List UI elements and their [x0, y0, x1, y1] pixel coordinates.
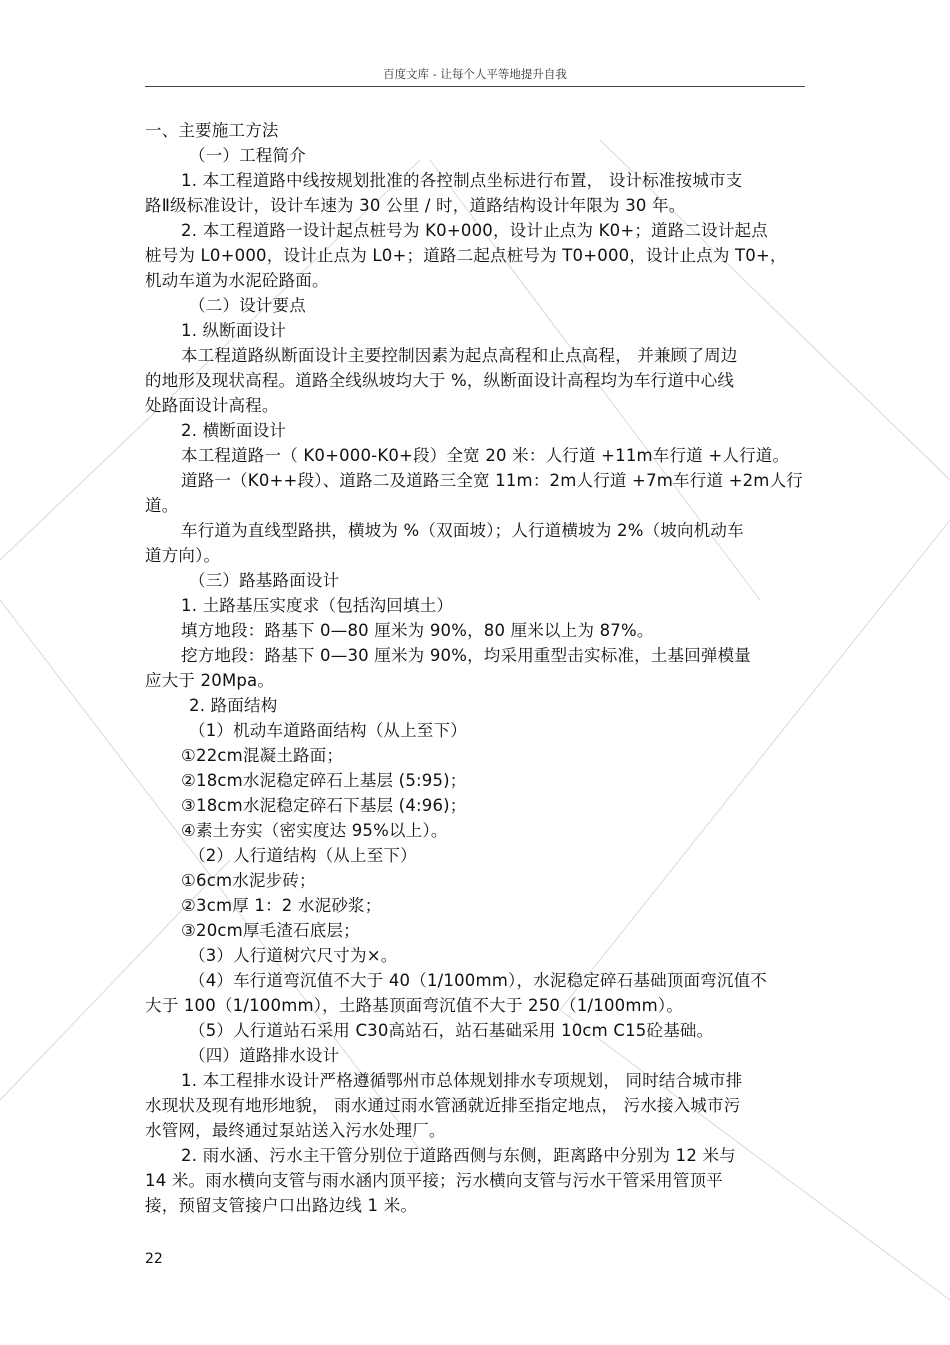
paragraph-line: 应大于 20Mpa。	[145, 671, 275, 690]
paragraph-line: 水管网，最终通过泵站送入污水处理厂。	[145, 1121, 446, 1140]
paragraph-line: 处路面设计高程。	[145, 396, 279, 415]
paragraph-line: 机动车道为水泥砼路面。	[145, 271, 329, 290]
paragraph-line: 道。	[145, 496, 179, 515]
paragraph-line: 车行道为直线型路拱，横坡为 %（双面坡）；人行道横坡为 2%（坡向机动车	[181, 521, 744, 540]
list-item: ②3cm厚 1：2 水泥砂浆；	[181, 896, 382, 915]
paragraph-line: 2. 雨水涵、污水主干管分别位于道路西侧与东侧，距离路中分别为 12 米与	[181, 1146, 736, 1165]
subsection-heading: （一）工程简介	[189, 146, 306, 165]
paragraph-line: 2. 本工程道路一设计起点桩号为 K0+000，设计止点为 K0+；道路二设计起点	[181, 221, 768, 240]
paragraph-line: 的地形及现状高程。道路全线纵坡均大于 %，纵断面设计高程均为车行道中心线	[145, 371, 735, 390]
item-heading: 2. 路面结构	[189, 696, 278, 715]
paragraph-line: 14 米。雨水横向支管与雨水涵内顶平接；污水横向支管与污水干管采用管顶平	[145, 1171, 723, 1190]
paragraph-line: 道路一（K0++段）、道路二及道路三全宽 11m：2m人行道 +7m车行道 +2m人行	[181, 471, 803, 490]
paragraph-line: 本工程道路纵断面设计主要控制因素为起点高程和止点高程， 并兼顾了周边	[181, 346, 738, 365]
item-heading: 2. 横断面设计	[181, 421, 287, 440]
list-item: ①22cm混凝土路面；	[181, 746, 344, 765]
list-item: ②18cm水泥稳定碎石上基层 (5:95)；	[181, 771, 467, 790]
page-header: 百度文库 - 让每个人平等地提升自我	[145, 66, 805, 87]
list-item: （1）机动车道路面结构（从上至下）	[189, 721, 467, 740]
list-item: ④素土夯实（密实度达 95%以上）。	[181, 821, 448, 840]
subsection-heading: （二）设计要点	[189, 296, 306, 315]
list-item: （3）人行道树穴尺寸为×。	[189, 946, 398, 965]
list-item: ③18cm水泥稳定碎石下基层 (4:96)；	[181, 796, 467, 815]
paragraph-line: 桩号为 L0+000，设计止点为 L0+；道路二起点桩号为 T0+000，设计止点为 T0+，	[145, 246, 787, 265]
paragraph-line: 接，预留支管接户口出路边线 1 米。	[145, 1196, 418, 1215]
paragraph-line: 大于 100（1/100mm），土路基顶面弯沉值不大于 250（1/100mm）。	[145, 996, 684, 1015]
paragraph-line: 1. 本工程排水设计严格遵循鄂州市总体规划排水专项规划， 同时结合城市排	[181, 1071, 743, 1090]
list-item: ③20cm厚毛渣石底层；	[181, 921, 360, 940]
paragraph-line: 水现状及现有地形地貌， 雨水通过雨水管涵就近排至指定地点， 污水接入城市污	[145, 1096, 741, 1115]
item-heading: 1. 土路基压实度求（包括沟回填土）	[181, 596, 454, 615]
list-item: ①6cm水泥步砖；	[181, 871, 316, 890]
document-body	[145, 118, 807, 1218]
list-item: （2）人行道结构（从上至下）	[189, 846, 417, 865]
subsection-heading: （四）道路排水设计	[189, 1046, 340, 1065]
subsection-heading: （三）路基路面设计	[189, 571, 340, 590]
paragraph-line: 挖方地段：路基下 0—30 厘米为 90%，均采用重型击实标准，土基回弹模量	[181, 646, 752, 665]
section-heading: 一、主要施工方法	[145, 121, 279, 140]
page-number: 22	[145, 1251, 163, 1267]
paragraph-line: 道方向）。	[145, 546, 221, 565]
paragraph-line: 1. 本工程道路中线按规划批准的各控制点坐标进行布置， 设计标准按城市支	[181, 171, 743, 190]
item-heading: 1. 纵断面设计	[181, 321, 287, 340]
paragraph-line: 本工程道路一（ K0+000-K0+段）全宽 20 米：人行道 +11m车行道 +人行道。	[181, 446, 790, 465]
paragraph-line: 路Ⅱ级标准设计，设计车速为 30 公里 / 时，道路结构设计年限为 30 年。	[145, 196, 686, 215]
paragraph-line: （4）车行道弯沉值不大于 40（1/100mm），水泥稳定碎石基础顶面弯沉值不	[189, 971, 767, 990]
paragraph-line: 填方地段：路基下 0—80 厘米为 90%，80 厘米以上为 87%。	[181, 621, 654, 640]
paragraph-line: （5）人行道站石采用 C30高站石，站石基础采用 10cm C15砼基础。	[189, 1021, 714, 1040]
